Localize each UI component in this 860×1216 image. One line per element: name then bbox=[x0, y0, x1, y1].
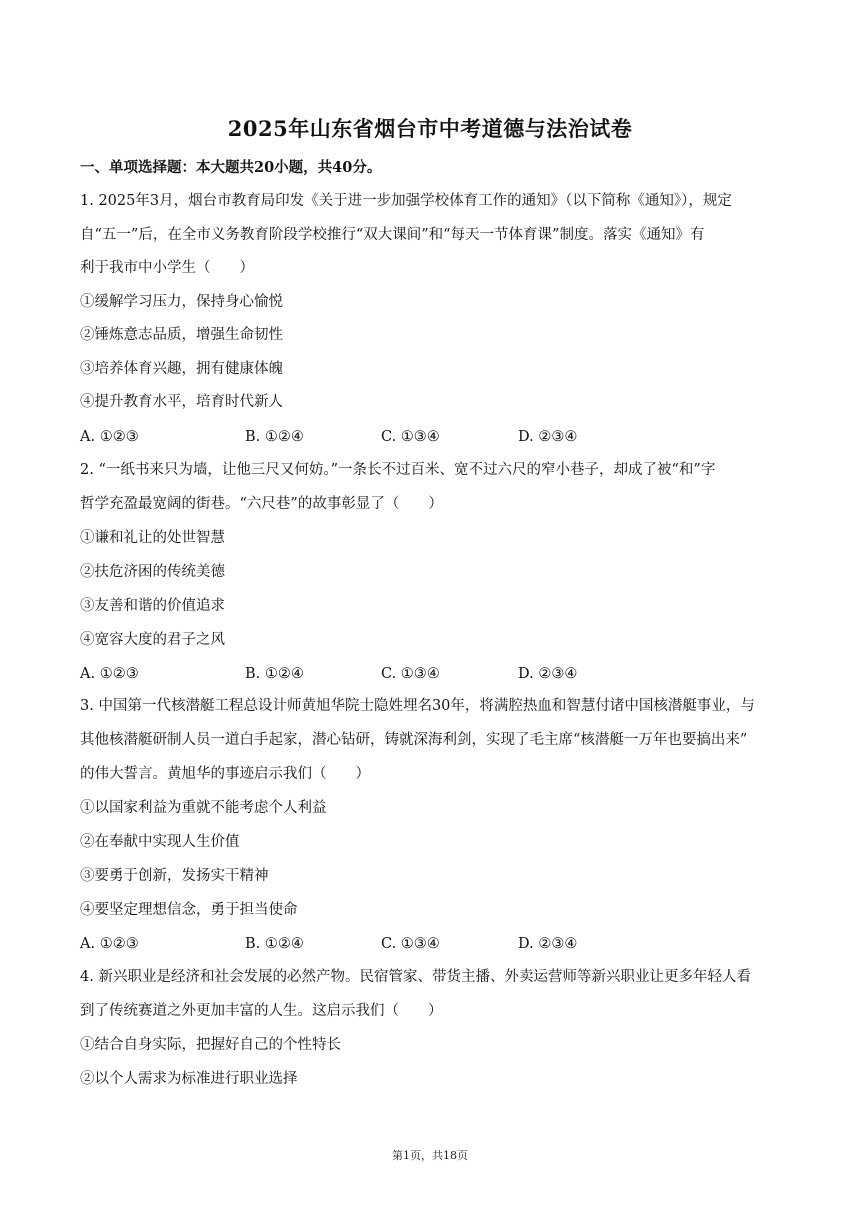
question-text-line: 自“五一”后，在全市义务教育阶段学校推行“双大课间”和“每天一节体育课”制度。落实《通知》有 bbox=[80, 226, 705, 243]
option-a: A. ①②③ bbox=[80, 429, 139, 445]
statement-2: ②扶危济困的传统美德 bbox=[80, 564, 225, 580]
statement-4: ④要坚定理想信念，勇于担当使命 bbox=[80, 902, 298, 918]
option-d: D. ②③④ bbox=[518, 666, 578, 682]
option-d: D. ②③④ bbox=[518, 936, 578, 952]
option-c: C. ①③④ bbox=[381, 936, 440, 952]
question-text-line: 利于我市中小学生（ ） bbox=[80, 260, 254, 276]
question-text-line: 4. 新兴职业是经济和社会发展的必然产物。民宿管家、带货主播、外卖运营师等新兴职业让更多年轻人看 bbox=[80, 969, 751, 985]
page-title: 2025年山东省烟台市中考道德与法治试卷 bbox=[227, 116, 633, 141]
statement-3: ③要勇于创新，发扬实干精神 bbox=[80, 868, 269, 884]
option-b: B. ①②④ bbox=[245, 429, 304, 445]
section-heading: 一、单项选择题：本大题共20小题，共40分。 bbox=[80, 159, 382, 176]
statement-1: ①结合自身实际，把握好自己的个性特长 bbox=[80, 1037, 341, 1053]
statement-4: ④提升教育水平，培育时代新人 bbox=[80, 394, 283, 410]
statement-2: ②锤炼意志品质，增强生命韧性 bbox=[80, 327, 283, 343]
option-d: D. ②③④ bbox=[518, 429, 578, 445]
answer-options bbox=[80, 932, 782, 956]
question-text-line: 2. “一纸书来只为墙，让他三尺又何妨。”一条长不过百米、宽不过六尺的窄小巷子，却成了被“和”字 bbox=[80, 462, 716, 478]
statement-2: ②以个人需求为标准进行职业选择 bbox=[80, 1071, 298, 1087]
question-text-line: 其他核潜艇研制人员一道白手起家，潜心钻研，铸就深海利剑，实现了毛主席“核潜艇一万年也要搞出来” bbox=[80, 732, 748, 748]
statement-4: ④宽容大度的君子之风 bbox=[80, 632, 225, 648]
question-text-line: 到了传统赛道之外更加丰富的人生。这启示我们（ ） bbox=[80, 1003, 443, 1019]
statement-2: ②在奉献中实现人生价值 bbox=[80, 834, 240, 850]
option-a: A. ①②③ bbox=[80, 666, 139, 682]
statement-3: ③培养体育兴趣，拥有健康体魄 bbox=[80, 360, 283, 377]
answer-options bbox=[80, 662, 782, 686]
option-a: A. ①②③ bbox=[80, 936, 139, 952]
question-text-line: 哲学充盈最宽阔的街巷。“六尺巷”的故事彰显了（ ） bbox=[80, 496, 443, 512]
option-c: C. ①③④ bbox=[381, 666, 440, 682]
answer-options bbox=[80, 425, 782, 449]
statement-3: ③友善和谐的价值追求 bbox=[80, 598, 225, 614]
statement-1: ①以国家利益为重就不能考虑个人利益 bbox=[80, 800, 327, 816]
option-c: C. ①③④ bbox=[381, 429, 440, 445]
question-text-line: 1. 2025年3月，烟台市教育局印发《关于进一步加强学校体育工作的通知》（以下简称《通知》），规定 bbox=[80, 193, 732, 209]
page-footer: 第1页，共18页 bbox=[392, 1149, 468, 1162]
option-b: B. ①②④ bbox=[245, 936, 304, 952]
question-text-line: 的伟大誓言。黄旭华的事迹启示我们（ ） bbox=[80, 766, 370, 782]
option-b: B. ①②④ bbox=[245, 666, 304, 682]
statement-1: ①缓解学习压力，保持身心愉悦 bbox=[80, 293, 283, 310]
question-text-line: 3. 中国第一代核潜艇工程总设计师黄旭华院士隐姓埋名30年，将满腔热血和智慧付诸中国核潜艇事业，与 bbox=[80, 698, 755, 714]
statement-1: ①谦和礼让的处世智慧 bbox=[80, 530, 225, 546]
